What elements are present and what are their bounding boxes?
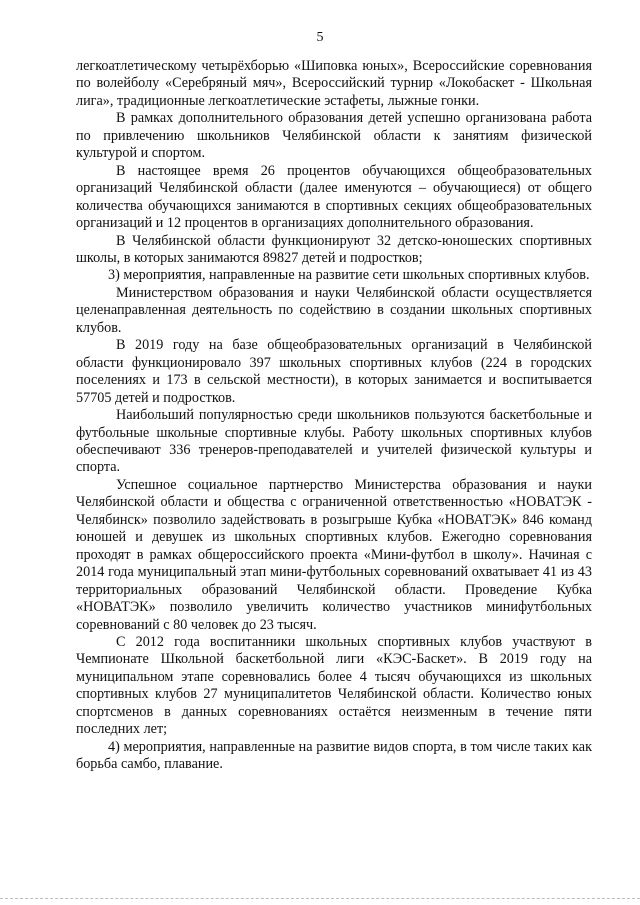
page-bottom-divider — [0, 898, 640, 899]
document-body — [76, 58, 592, 774]
paragraph-ministry: Министерством образования и науки Челябинской области осуществляется целенаправленная деятельность по содействию в создании школьных спортивных клубов. — [76, 284, 592, 336]
paragraph-item-4: 4) мероприятия, направленные на развитие видов спорта, в том числе таких как борьба самбо, плавание. — [76, 738, 592, 773]
paragraph-competitions-continued: легкоатлетическому четырёхборью «Шиповка юных», Всероссийские соревнования по волейболу «Серебряный мяч», Всероссийский турнир «Локобаскет - Школьная лига», традиционные легкоатлетические эстафеты, лыжные гонки. — [76, 58, 592, 109]
paragraph-novatek-cup: Успешное социальное партнерство Министерства образования и науки Челябинской области и общества с ограниченной ответственностью «НОВАТЭК - Челябинск» позволило задействовать в розыгрыше Кубка «НОВАТЭК» 846 команд юношей и девушек из школьных спортивных клубов. Ежегодно соревнования проходят в рамках общероссийского проекта «Мини-футбол в школу». Начиная с 2014 года муниципальный этап мини-футбольных соревнований охватывает 41 из 43 территориальных образований Челябинской области. Проведение Кубка «НОВАТЭК» позволило увеличить количество участников минифутбольных соревнований с 80 человек до 23 тысяч. — [76, 476, 592, 633]
paragraph-item-3: 3) мероприятия, направленные на развитие сети школьных спортивных клубов. — [108, 267, 590, 284]
paragraph-popular-clubs: Наибольший популярностью среди школьников пользуются баскетбольные и футбольные школьные спортивные клубы. Работу школьных спортивных клубов обеспечивают 336 тренеров-преподавателей и учителей физической культуры и спорта. — [76, 407, 592, 476]
paragraph-kes-basket: С 2012 года воспитанники школьных спортивных клубов участвуют в Чемпионате Школьной баскетбольной лиги «КЭС-Баскет». В 2019 году на муниципальном этапе соревновались более 4 тысяч обучающихся из школьных спортивных клубов 27 муниципалитетов Челябинской области. Количество юных спортсменов в данных соревнованиях остаётся неизменным в течение пяти последних лет; — [76, 633, 592, 738]
paragraph-sport-schools: В Челябинской области функционируют 32 детско-юношеских спортивных школы, в которых занимаются 89827 детей и подростков; — [76, 232, 592, 266]
paragraph-percent-students: В настоящее время 26 процентов обучающихся общеобразовательных организаций Челябинской области (далее именуются – обучающиеся) от общего количества обучающихся занимаются в спортивных секциях общеобразовательных организаций и 12 процентов в организациях дополнительного образования. — [76, 162, 592, 232]
paragraph-clubs-2019: В 2019 году на базе общеобразовательных организаций в Челябинской области функционировало 397 школьных спортивных клубов (224 в городских поселениях и 173 в сельской местности), в которых занимается и воспитывается 57705 детей и подростков. — [76, 337, 592, 406]
page-number: 5 — [316, 30, 324, 45]
paragraph-additional-education: В рамках дополнительного образования детей успешно организована работа по привлечению школьников Челябинской области к занятиям физической культурой и спортом. — [76, 110, 592, 162]
